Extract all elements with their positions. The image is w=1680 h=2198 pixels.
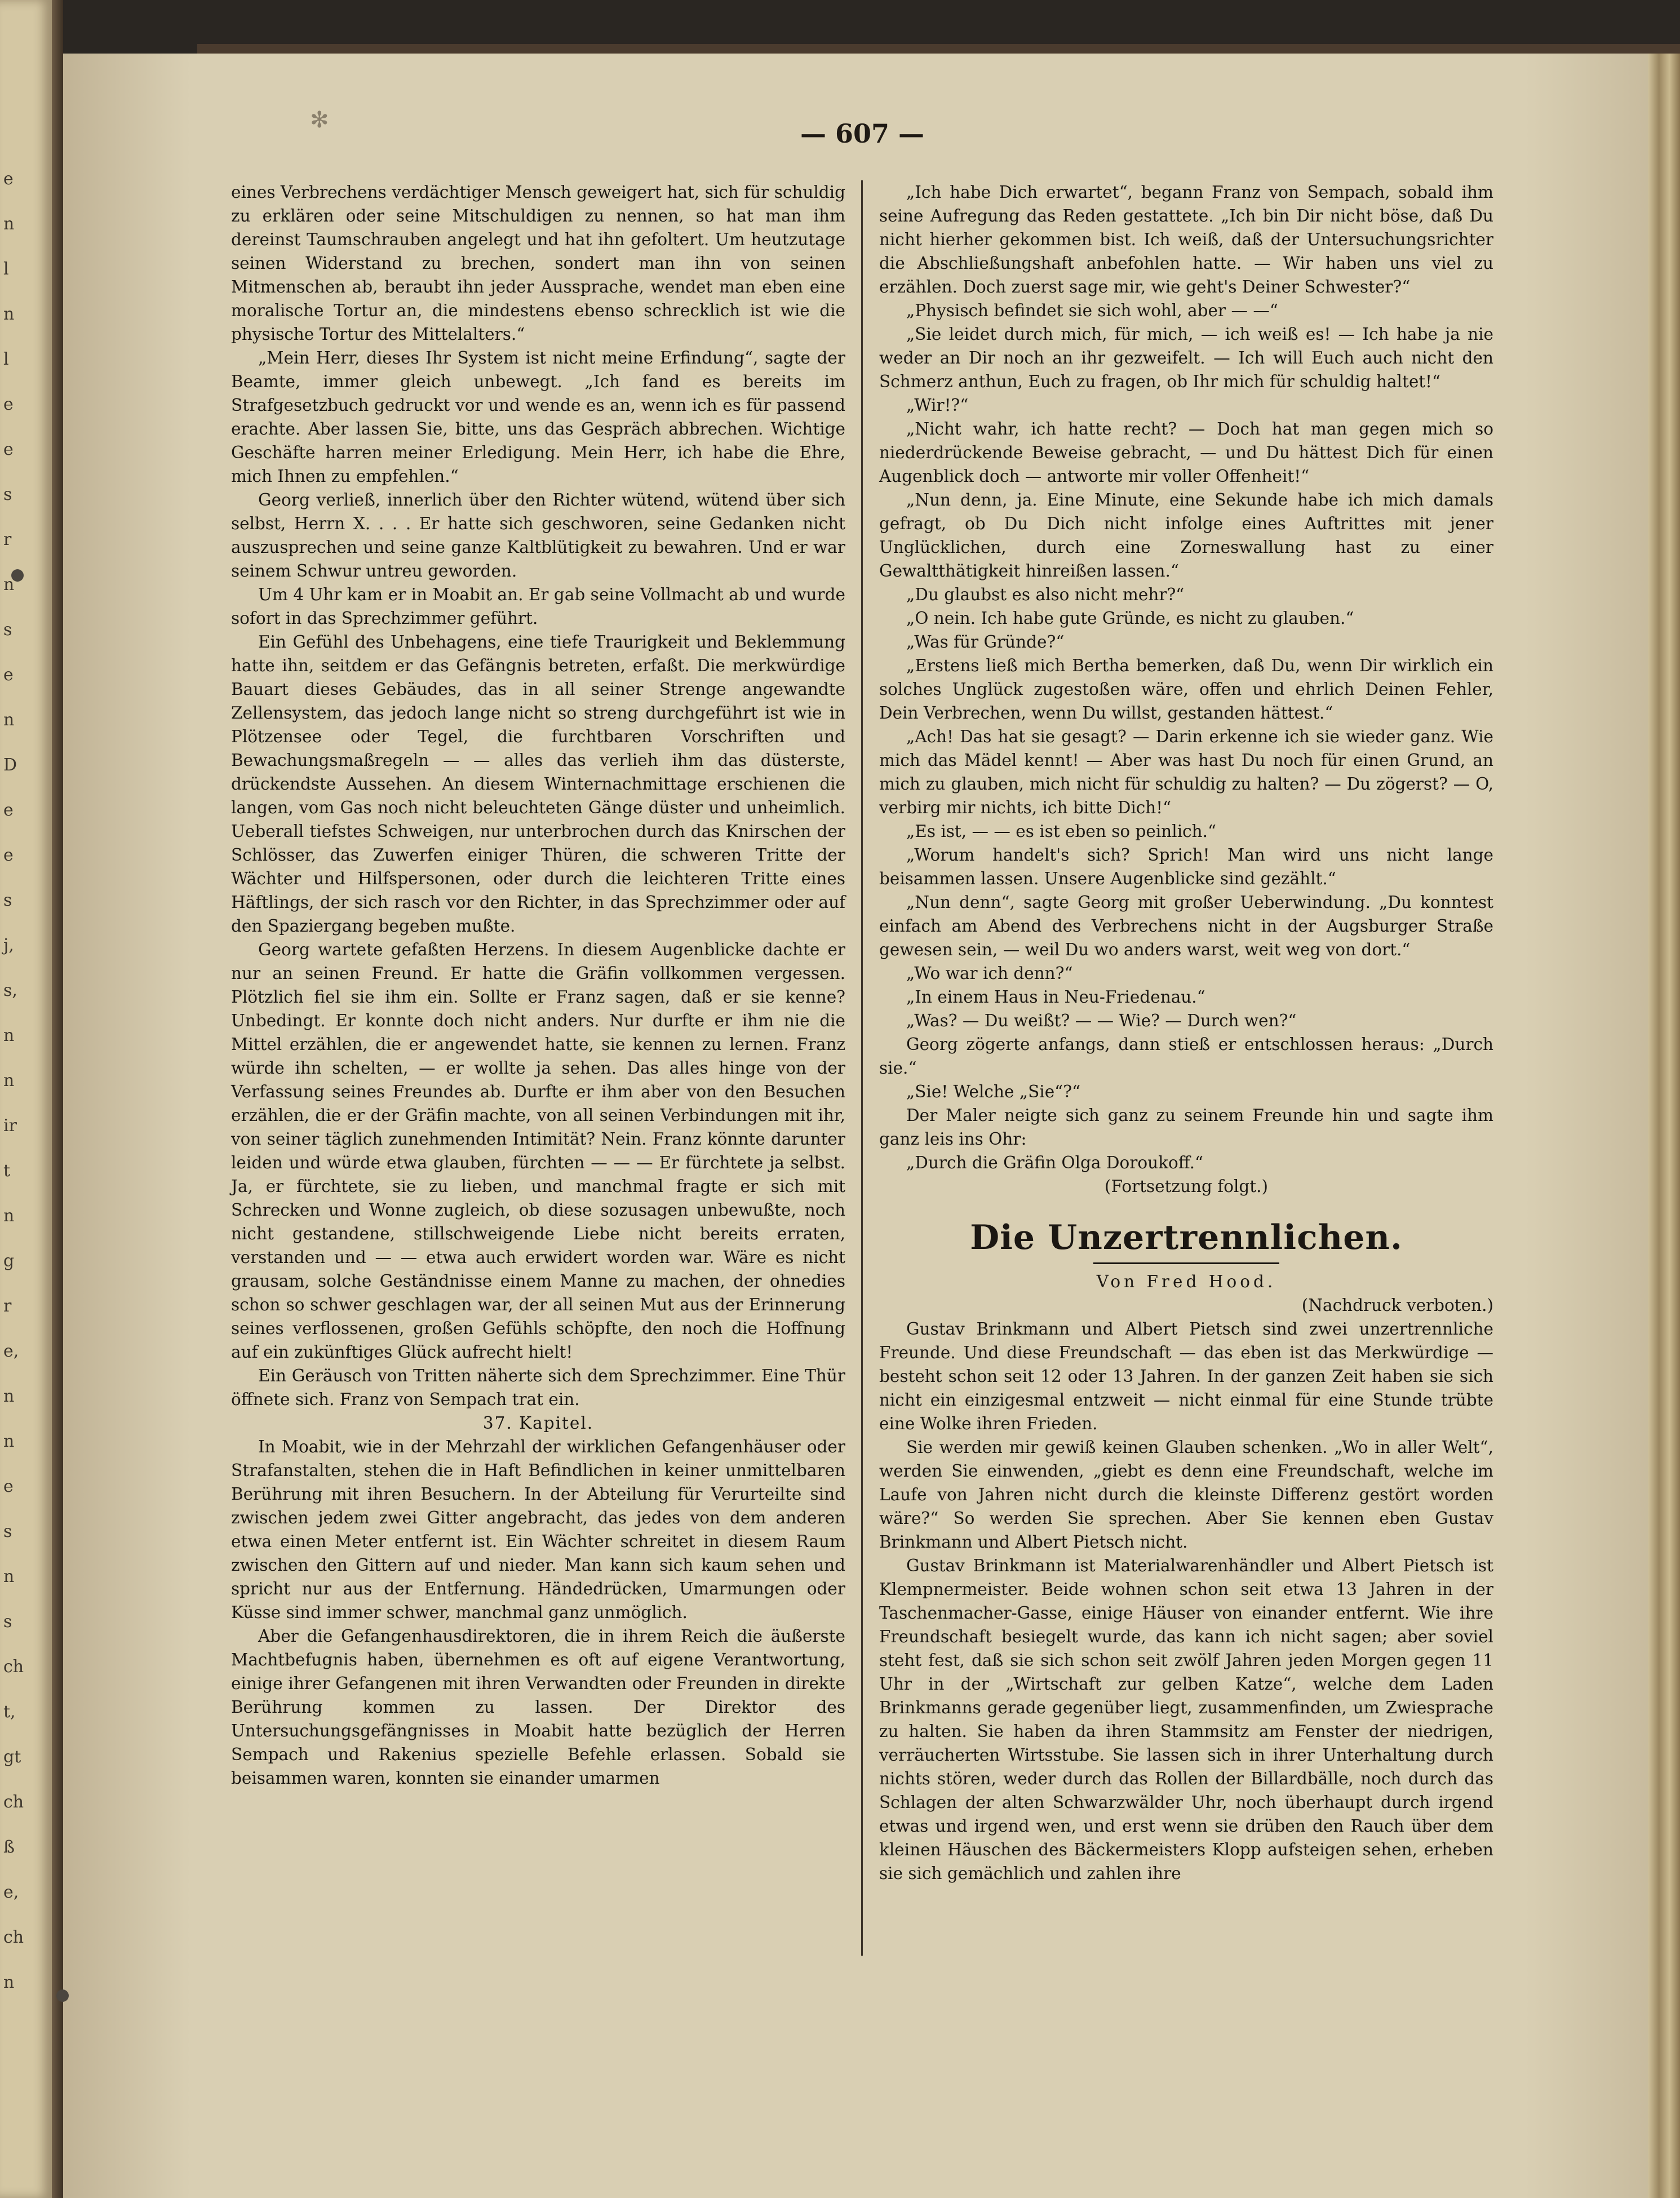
dialogue-paragraph: „Ich habe Dich erwartet“, begann Franz von Sempach, sobald ihm seine Aufregung das Reden gestattete. „Ich bin Dir nicht böse, daß Du nicht hierher gekommen bist. Ich weiß, daß der Untersuchungsrichter die Abschließungshaft anbefohlen hatte. — Wir haben uns viel zu erzählen. Doch zuerst sage mir, wie geht's Deiner Schwester?“ (879, 183, 1493, 296)
facing-page-fragment: n (3, 1206, 15, 1226)
facing-page-fragment: n (3, 1973, 15, 1992)
dialogue-paragraph: „Wir!?“ (906, 396, 969, 415)
ink-blot-icon: ✻ (310, 107, 329, 133)
page-stack-edge (1648, 54, 1680, 2198)
facing-page-fragment: s, (3, 981, 17, 1000)
facing-page-fragment: s (3, 1612, 12, 1632)
facing-page-fragment: n (3, 1432, 15, 1451)
page-number: — 607 — (800, 118, 925, 149)
facing-page-fragment: n (3, 710, 15, 730)
facing-page-fragment: t, (3, 1702, 16, 1722)
dialogue-paragraph: „Sie! Welche „Sie“?“ (906, 1082, 1081, 1101)
paragraph: Georg verließ, innerlich über den Richter wütend, wütend über sich selbst, Herrn X. . . . Er hatte sich geschworen, seine Gedanken nicht auszusprechen und seine ganze Kaltblütigkeit zu bewahren. Und er war seinem Schwur untreu geworden. (231, 490, 845, 580)
dialogue-paragraph: „In einem Haus in Neu-Friedenau.“ (906, 987, 1205, 1007)
facing-page-fragment: n (3, 575, 15, 595)
facing-page-fragment: D (3, 755, 17, 775)
paragraph: Gustav Brinkmann und Albert Pietsch sind zwei unzertrennliche Freunde. Und diese Freundschaft — das eben ist das Merkwürdige — besteht schon seit 12 oder 13 Jahren. In der ganzen Zeit haben sie sich nicht ein einzigesmal entzweit — nicht einmal für eine Stunde trübte eine Wolke ihren Frieden. (879, 1319, 1493, 1433)
facing-page-fragment: n (3, 1071, 15, 1091)
facing-page-fragment: n (3, 1567, 15, 1587)
facing-page-fragment: n (3, 1386, 15, 1406)
dialogue-paragraph: „Erstens ließ mich Bertha bemerken, daß Du, wenn Dir wirklich ein solches Unglück zugestoßen wäre, offen und ehrlich Deinen Fehler, Dein Verbrechen, wenn Du willst, gestanden hättest.“ (879, 656, 1493, 723)
dialogue-paragraph: „Was? — Du weißt? — — Wie? — Durch wen?“ (906, 1011, 1297, 1030)
punch-hole (56, 1989, 69, 2002)
facing-page-fragment: e (3, 1477, 14, 1496)
facing-page-fragment: ch (3, 1657, 24, 1677)
paragraph: Georg wartete gefaßten Herzens. In diesem Augenblicke dachte er nur an seinen Freund. Er hatte die Gräfin vollkommen vergessen. Plötzlich fiel sie ihm ein. Sollte er Franz sagen, daß er sie kenne? Unbedingt. Er konnte doch nicht anders. Nur durfte er ihm nie die Mittel erzählen, die er angewendet hatte, sie kennen zu lernen. Franz würde ihn schelten, — er wollte ja sehen. Das alles hinge von der Verfassung seines Freundes ab. Durfte er ihm aber von den Besuchen erzählen, die er der Gräfin machte, von all seinen Verbindungen mit ihr, von seiner täglich zunehmenden Intimität? Nein. Franz könnte darunter leiden und würde etwa glauben, fürchten — — — Er fürchtete ja selbst. Ja, er fürchtete, sie zu lieben, und manchmal fragte er sich mit Schrecken und Wonne zugleich, ob diese sozusagen unbewußte, noch nicht gestandene, stillschweigende Liebe nicht bereits erraten, verstanden und — — etwa auch erwidert worden war. Wäre es nicht grausam, solche Geständnisse einem Manne zu machen, der ohnedies schon so schwer geschlagen war, der all seinen Mut aus der Erinnerung seines verflossenen, großen Gefühls schöpfte, den noch die Hoffnung auf ein zukünftiges Glück aufrecht hielt! (231, 940, 845, 1362)
dialogue-paragraph: „Nun denn, ja. Eine Minute, eine Sekunde habe ich mich damals gefragt, ob Du Dich nicht infolge eines Auftrittes mit jener Unglücklichen, durch eine Zorneswallung hast zu einer Gewaltthätigkeit hinreißen lassen.“ (879, 490, 1493, 580)
facing-page-fragment: s (3, 890, 12, 910)
paragraph: Aber die Gefangenhausdirektoren, die in ihrem Reich die äußerste Machtbefugnis haben, übernehmen es oft auf eigene Verantwortung, einige ihrer Gefangenen mit ihren Verwandten oder Freunden in direkte Berührung kommen zu lassen. Der Direktor des Untersuchungsgefängnisses in Moabit hatte bezüglich der Herren Sempach und Rakenius spezielle Befehle erlassen. Sobald sie beisammen waren, konnten sie einander umarmen (231, 1627, 845, 1788)
dialogue-paragraph: „Physisch befindet sie sich wohl, aber — —“ (906, 301, 1278, 320)
facing-page-fragment: r (3, 1296, 12, 1316)
facing-page-fragment: n (3, 1026, 15, 1045)
continued-note: (Fortsetzung folgt.) (1104, 1177, 1269, 1196)
reprint-notice: (Nachdruck verboten.) (1301, 1296, 1493, 1315)
paragraph: Um 4 Uhr kam er in Moabit an. Er gab seine Vollmacht ab und wurde sofort in das Sprechzimmer geführt. (231, 585, 845, 628)
facing-page-fragment: s (3, 620, 12, 640)
dialogue-paragraph: „Durch die Gräfin Olga Doroukoff.“ (906, 1153, 1204, 1172)
paragraph: Ein Geräusch von Tritten näherte sich dem Sprechzimmer. Eine Thür öffnete sich. Franz von Sempach trat ein. (231, 1366, 845, 1409)
dialogue-paragraph: „Wo war ich denn?“ (906, 964, 1073, 983)
facing-page-fragment: n (3, 304, 15, 324)
paragraph: Sie werden mir gewiß keinen Glauben schenken. „Wo in aller Welt“, werden Sie einwenden, „giebt es denn eine Freundschaft, welche im Laufe von Jahren nicht durch die kleinste Differenz gestört worden wäre?“ So werden Sie sprechen. Aber Sie kennen eben Gustav Brinkmann und Albert Pietsch nicht. (879, 1438, 1493, 1552)
paragraph: „Mein Herr, dieses Ihr System ist nicht meine Erfindung“, sagte der Beamte, immer gleich unbewegt. „Ich fand es bereits im Strafgesetzbuch gedruckt vor und wende es an, wenn ich es für passend erachte. Aber lassen Sie, bitte, uns das Gespräch abbrechen. Wichtige Geschäfte harren meiner Erledigung. Mein Herr, ich habe die Ehre, mich Ihnen zu empfehlen.“ (231, 348, 845, 486)
title-underline (1093, 1262, 1279, 1264)
facing-page-fragment: e (3, 169, 14, 189)
facing-page-fragment: r (3, 530, 12, 550)
facing-page-fragment: e, (3, 1882, 19, 1902)
facing-page-fragment: s (3, 485, 12, 504)
left-column (231, 180, 845, 1790)
facing-page-fragment: g (3, 1251, 15, 1271)
chapter-heading: 37. Kapitel. (482, 1413, 594, 1433)
paragraph: Gustav Brinkmann ist Materialwarenhändler und Albert Pietsch ist Klempnermeister. Beide wohnen schon seit etwa 13 Jahren in der Taschenmacher-Gasse, einige Häuser von einander entfernt. Wie ihre Freundschaft besiegelt wurde, das kann ich nicht sagen; aber soviel steht fest, daß sie sich schon seit zwölf Jahren jeden Morgen gegen 11 Uhr in der „Wirtschaft zur gelben Katze“, welche dem Laden Brinkmanns gerade gegenüber liegt, zusammenfinden, um Zwiesprache zu halten. Sie haben da ihren Stammsitz am Fenster der niedrigen, verräucherten Wirtsstube. Sie lassen sich in ihrer Unterhaltung durch nichts stören, weder durch das Rollen der Billardbälle, noch durch das Schlagen der alten Schwarzwälder Uhr, noch überhaupt durch irgend etwas und irgend wen, und erst wenn sie drüben den Rauch über dem kleinen Häuschen des Bäckermeisters Klopp aufsteigen sehen, erheben sie sich gemächlich und zahlen ihre (879, 1556, 1493, 1883)
paragraph: Ein Gefühl des Unbehagens, eine tiefe Traurigkeit und Beklemmung hatte ihn, seitdem er das Gefängnis betreten, erfaßt. Die merkwürdige Bauart dieses Gebäudes, das in all seiner Strenge angewandte Zellensystem, das jedoch lange nicht so streng durchgeführt ist wie in Plötzensee oder Tegel, die furchtbaren Vorschriften und Bewachungsmaßregeln — — alles das verlieh ihm das düsterste, drückendste Aussehen. An diesem Winternachmittage erschienen die langen, vom Gas noch nicht beleuchteten Gänge düster und unheimlich. Ueberall tiefstes Schweigen, nur unterbrochen durch das Knirschen der Schlösser, das Zuwerfen einiger Thüren, die schweren Tritte der Wächter und Hilfspersonen, oder durch die leichteren Tritte eines Häftlings, der sich rasch vor den Richter, in das Sprechzimmer oder auf den Spaziergang begeben mußte. (231, 632, 845, 936)
dialogue-paragraph: „Worum handelt's sich? Sprich! Man wird uns nicht lange beisammen lassen. Unsere Augenblicke sind gezählt.“ (879, 845, 1493, 888)
facing-page-edge (0, 0, 52, 2198)
facing-page-fragment: j, (3, 936, 14, 955)
facing-page-fragment: e (3, 440, 14, 459)
facing-page-fragment: e (3, 395, 14, 414)
facing-page-fragment: ch (3, 1792, 24, 1812)
facing-page-fragment: e (3, 800, 14, 820)
column-divider (861, 180, 863, 1956)
dialogue-paragraph: „Ach! Das hat sie gesagt? — Darin erkenne ich sie wieder ganz. Wie mich das Mädel kennt! — Aber was hast Du noch für einen Grund, an mich zu glauben, mich nicht für schuldig zu halten? — Du zögerst? — O, verbirg mir nichts, ich bitte Dich!“ (879, 727, 1493, 817)
dialogue-paragraph: „Nicht wahr, ich hatte recht? — Doch hat man gegen mich so niederdrückende Beweise gebracht, — und Du hättest Dich für einen Augenblick doch — antworte mir voller Offenheit!“ (879, 419, 1493, 486)
book-gutter (52, 0, 63, 2198)
dialogue-paragraph: „Du glaubst es also nicht mehr?“ (906, 585, 1185, 604)
facing-page-fragment: e (3, 845, 14, 865)
paragraph: eines Verbrechens verdächtiger Mensch geweigert hat, sich für schuldig zu erklären oder seine Mitschuldigen zu nennen, so hat man ihm dereinst Taumschrauben angelegt und hat ihn gefoltert. Um heutzutage seinen Widerstand zu brechen, sondert man ihn von seinen Mitmenschen ab, beraubt ihn jeder Aussprache, wendet man eben eine moralische Tortur an, die mindestens ebenso schrecklich ist wie die physische Tortur des Mittelalters.“ (231, 183, 845, 344)
facing-page-fragment: e (3, 665, 14, 685)
byline: Von Fred Hood. (1096, 1272, 1276, 1291)
facing-page-fragment: n (3, 214, 15, 234)
dialogue-paragraph: „Sie leidet durch mich, für mich, — ich weiß es! — Ich habe ja nie weder an Dir noch an ihr gezweifelt. — Ich will Euch auch nicht den Schmerz anthun, Euch zu fragen, ob Ihr mich für schuldig haltet!“ (879, 325, 1493, 391)
dialogue-paragraph: „Was für Gründe?“ (906, 632, 1065, 652)
facing-page-fragment: t (3, 1161, 11, 1181)
facing-page-fragment: e, (3, 1341, 19, 1361)
facing-page-fragment: ch (3, 1927, 24, 1947)
dialogue-paragraph: Der Maler neigte sich ganz zu seinem Freunde hin und sagte ihm ganz leis ins Ohr: (879, 1106, 1493, 1149)
facing-page-fragment: l (3, 349, 9, 369)
facing-page-fragment: ir (3, 1116, 17, 1136)
facing-page-fragment: l (3, 259, 9, 279)
story-title: Die Unzertrennlichen. (970, 1218, 1403, 1257)
dialogue-paragraph: „O nein. Ich habe gute Gründe, es nicht zu glauben.“ (906, 609, 1354, 628)
right-column (879, 180, 1493, 1885)
dialogue-paragraph: Georg zögerte anfangs, dann stieß er entschlossen heraus: „Durch sie.“ (879, 1035, 1493, 1078)
paragraph: In Moabit, wie in der Mehrzahl der wirklichen Gefangenhäuser oder Strafanstalten, stehen die in Haft Befindlichen in keiner unmittelbaren Berührung mit ihren Besuchern. In der Abteilung für Verurteilte sind zwischen jedem zwei Gitter angebracht, das jedes von dem anderen etwa einen Meter entfernt ist. Ein Wächter schreitet in diesem Raum zwischen den Gittern auf und nieder. Man kann sich kaum sehen und spricht nur aus der Entfernung. Händedrücken, Umarmungen oder Küsse sind immer schwer, manchmal ganz unmöglich. (231, 1437, 845, 1622)
dialogue-paragraph: „Nun denn“, sagte Georg mit großer Ueberwindung. „Du konntest einfach am Abend des Verbrechens nicht in der Augsburger Straße gewesen sein, — weil Du wo anders warst, weit weg von dort.“ (879, 893, 1493, 959)
facing-page-fragment: ß (3, 1837, 15, 1857)
dialogue-paragraph: „Es ist, — — es ist eben so peinlich.“ (906, 822, 1217, 841)
facing-page-fragment: gt (3, 1747, 21, 1767)
facing-page-fragment: s (3, 1522, 12, 1541)
